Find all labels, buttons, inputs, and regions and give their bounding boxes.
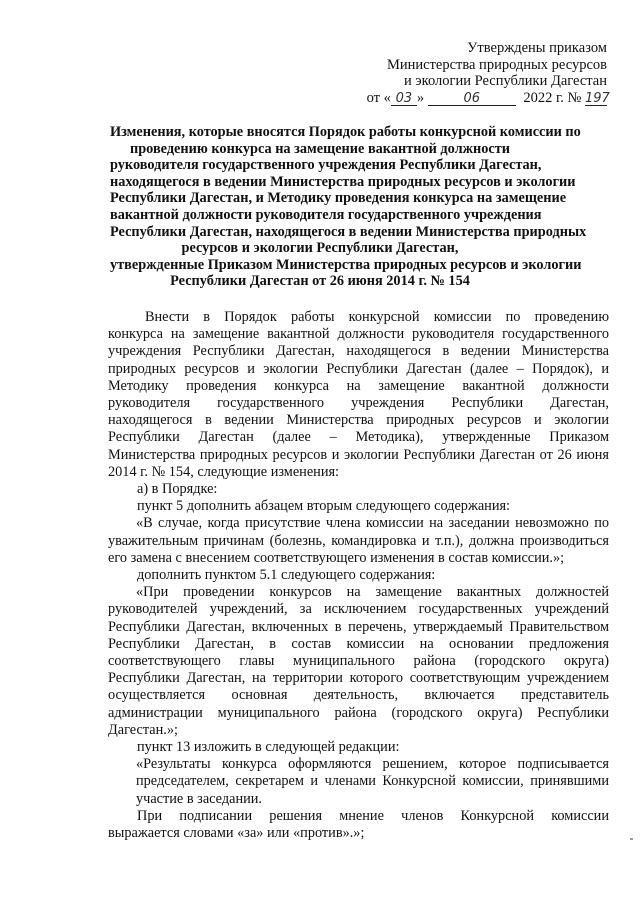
body-line: соответствующего главы муниципального района (городского округа)	[108, 653, 609, 670]
title-line: находящегося в ведении Министерства природных ресурсов и экологии	[110, 173, 576, 190]
handwritten-order-number: 197	[585, 90, 610, 106]
point-5-1-instruction: дополнить пунктом 5.1 следующего содержания:	[137, 567, 436, 584]
intro-paragraph	[108, 309, 609, 481]
item-a: а) в Порядке:	[137, 481, 218, 498]
approval-line: Министерства природных ресурсов	[386, 56, 607, 73]
body-line: руководителя государственного учреждения Республики Дагестан,	[108, 395, 609, 412]
quote-paragraph-1	[108, 515, 609, 567]
title-line: руководителя государственного учреждения Республики Дагестан,	[110, 157, 542, 174]
body-line: администрации муниципального района (городского округа) Республики	[108, 704, 609, 721]
body-line: его замена с внесением соответствующего изменения в состав комиссии.»;	[108, 549, 565, 566]
body-line: находящегося в ведении Министерства природных ресурсов и экологии	[108, 412, 609, 429]
title-line: вакантной должности руководителя государственного учреждения	[110, 206, 542, 223]
body-line: участие в заседании.	[136, 790, 262, 807]
body-line: «В случае, когда присутствие члена комиссии на заседании невозможно по	[136, 515, 609, 532]
title-line: Республики Дагестан от 26 июня 2014 г. № 154	[170, 273, 470, 290]
body-line: Внести в Порядок работы конкурсной комиссии по проведению	[145, 309, 609, 325]
body-line: уважительным причинам (болезнь, командировка и т.п.), должна производиться	[108, 532, 609, 549]
title-line: ресурсов и экологии Республики Дагестан,	[181, 240, 459, 257]
body-line: председателем, секретарем и членами Конкурсной комиссии, принявшими	[136, 773, 609, 790]
approval-line: Утверждены приказом	[467, 40, 607, 56]
body-line: Республики Дагестан, включенных в перечень, утверждаемый Правительством	[108, 618, 609, 635]
scan-artifact	[630, 838, 633, 840]
date-mid: »	[416, 89, 425, 106]
title-line: Республики Дагестан, и Методику проведения конкурса на замещение	[110, 190, 567, 207]
handwritten-month: 06	[428, 92, 516, 106]
date-year: 2022 г. №	[523, 89, 582, 106]
approval-line: и экологии Республики Дагестан	[404, 73, 607, 90]
document-title	[110, 124, 587, 290]
body-line: выражается словами «за» или «против».»;	[108, 825, 365, 842]
title-line: Изменения, которые вносятся Порядок работы конкурсной комиссии по	[110, 124, 581, 140]
approval-stamp	[366, 40, 610, 106]
body-line: «При проведении конкурсов на замещение вакантных должностей	[136, 584, 609, 601]
body-line: 2014 г. № 154, следующие изменения:	[108, 463, 340, 480]
body-line: Республики Дагестан (далее – Методика), утвержденные Приказом	[108, 429, 609, 446]
approval-date-line	[366, 89, 610, 107]
body-line: учреждения Республики Дагестан, находящегося в ведении Министерства	[108, 343, 609, 360]
date-prefix: от «	[366, 89, 391, 106]
title-line: утвержденные Приказом Министерства природных ресурсов и экологии	[110, 256, 582, 273]
handwritten-day: 03	[391, 92, 417, 106]
body-line: Методику проведения конкурса на замещение вакантной должности	[108, 377, 609, 394]
body-line: При подписании решения мнение членов Конкурсной комиссии	[137, 807, 609, 824]
quote-paragraph-2	[108, 584, 609, 739]
title-line: Республики Дагестан, находящегося в ведении Министерства природных	[110, 223, 587, 240]
body-line: Республики Дагестан, в состав комиссии на основании предложения	[108, 635, 609, 652]
quote-paragraph-4	[108, 808, 609, 842]
document-body	[108, 309, 609, 842]
title-line: проведению конкурса на замещение вакантной должности	[129, 140, 511, 157]
body-line: руководителей учреждений, за исключением государственных учреждений	[108, 601, 609, 618]
point-13-instruction: пункт 13 изложить в следующей редакции:	[137, 739, 400, 756]
point-5-instruction: пункт 5 дополнить абзацем вторым следующего содержания:	[137, 498, 511, 515]
body-line: осуществляется основная деятельность, включается представитель	[108, 687, 609, 704]
quote-paragraph-3	[108, 756, 609, 808]
body-line: природных ресурсов и экологии Республики Дагестан (далее – Порядок), и	[108, 360, 609, 377]
body-line: Министерства природных ресурсов и экологии Республики Дагестан от 26 июня	[108, 446, 609, 463]
body-line: Республики Дагестан, на территории которого соответствующим учреждением	[108, 670, 609, 687]
body-line: конкурса на замещение вакантной должности руководителя государственного	[108, 326, 609, 343]
body-line: Дагестан.»;	[108, 721, 178, 738]
body-line: «Результаты конкурса оформляются решением, которое подписывается	[136, 756, 609, 773]
